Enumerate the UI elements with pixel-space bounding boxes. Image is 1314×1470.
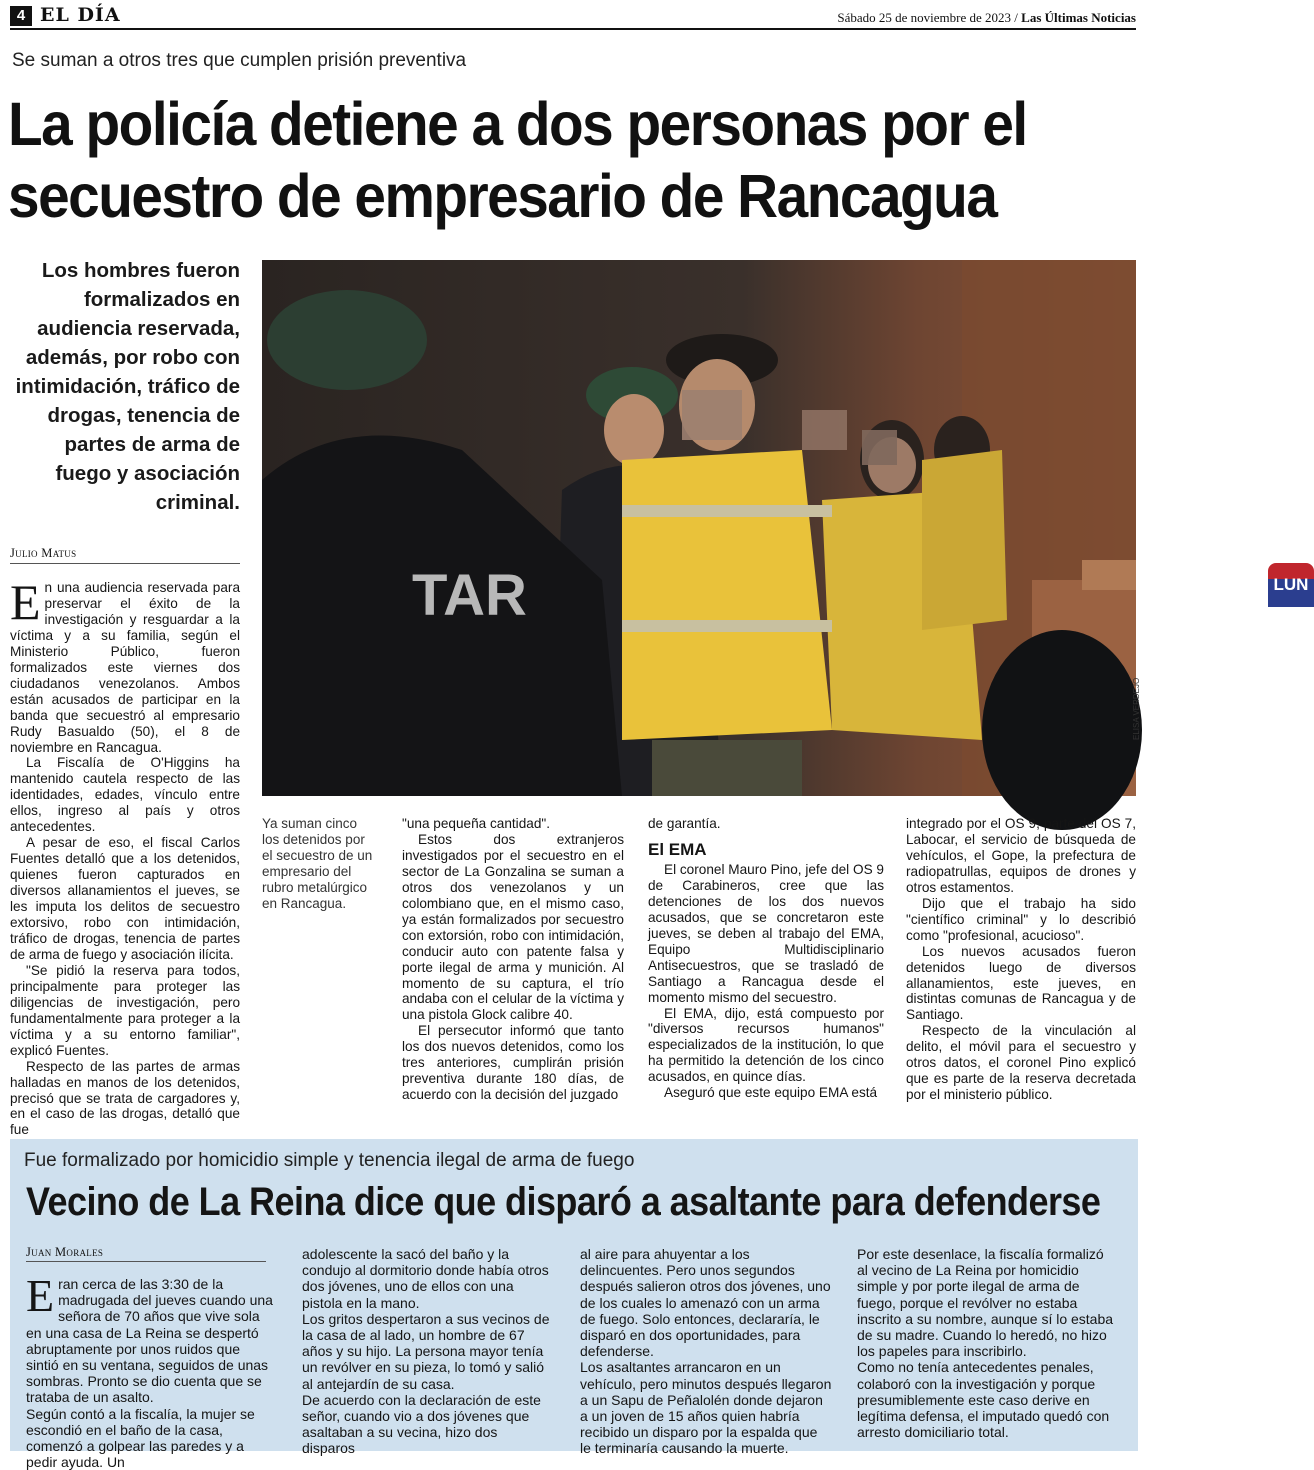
page-number: 4 — [10, 6, 32, 26]
dateline-separator: / — [1014, 10, 1018, 25]
paragraph: El persecutor informó que tanto los dos nuevos detenidos, como los tres anteriores, cumplirán prisión preventiva durante 180 días, de acuerdo con la decisión del juzgado — [402, 1023, 624, 1103]
dateline — [837, 10, 1136, 26]
story1-column-1 — [10, 574, 240, 1138]
lun-logo: LUN — [1268, 563, 1314, 607]
story2-column-4 — [857, 1246, 1117, 1440]
story2-column-3 — [580, 1246, 832, 1457]
photo-illustration — [262, 260, 1136, 796]
section-name: EL DÍA — [40, 4, 121, 26]
paragraph: Estos dos extranjeros investigados por el secuestro en el sector de La Gonzalina se suman a otros dos venezolanos y un colombiano que, en el mismo caso, ya están formalizados por secuestro con extorsión, robo con intimidación, conducir auto con patente falsa y porte ilegal de arma y munición. Al momento de su captura, el trío andaba con el celular de la víctima y una pistola Glock calibre 40. — [402, 831, 624, 1023]
paragraph: Respecto de la vinculación al delito, el móvil para el secuestro y otros datos, el coronel Pino explicó que es parte de la reserva decretada por el ministerio público. — [906, 1023, 1136, 1103]
story1-byline: Julio Matus — [10, 546, 240, 564]
paragraph: Dijo que el trabajo ha sido "científico criminal" y lo describió como "profesional, acucioso". — [906, 895, 1136, 943]
paragraph: El EMA, dijo, está compuesto por "diversos recursos humanos" especializados de la institución, lo que ha permitido la detención de los cinco acusados, en quince días. — [648, 1005, 884, 1085]
paragraph: integrado por el OS 9, parte del OS 7, Labocar, el servicio de búsqueda de vehículos, el Gope, la prefectura de radiopatrullas, equipos de drones y otros estamentos. — [906, 816, 1136, 895]
subhead: El EMA — [648, 839, 707, 859]
paragraph: Por este desenlace, la fiscalía formalizó al vecino de La Reina por homicidio simple y por porte ilegal de arma de fuego, porque el revólver no estaba inscrito a su nombre, aunque sí lo estaba de su madre. Cuando lo heredó, no hizo los papeles para inscribirlo. — [857, 1246, 1114, 1360]
paragraph: Como no tenía antecedentes penales, colaboró con la investigación y porque presumiblemente este caso derive en legítima defensa, el imputado quedó con arresto domiciliario total. — [857, 1359, 1110, 1441]
paragraph: A pesar de eso, el fiscal Carlos Fuentes detalló que a los detenidos, quienes fueron capturados en diversos allanamientos el jueves, se les imputa los delitos de secuestro extorsivo, robo con intimidación, tráfico de drogas, tenencia de partes de arma de fuego y asociación ilícita. — [10, 835, 240, 962]
paragraph: al aire para ahuyentar a los delincuentes. Pero unos segundos después salieron otros dos jóvenes, uno de los cuales lo amenazó con un arma de fuego. Solo entonces, declararía, le disparó en dos oportunidades, para defenderse. — [580, 1246, 831, 1360]
issue-date: Sábado 25 de noviembre de 2023 — [837, 10, 1012, 25]
headline-line-2: secuestro de empresario de Rancagua — [8, 162, 997, 230]
paragraph: "una pequeña cantidad". — [402, 816, 550, 831]
paragraph: Aseguró que este equipo EMA está — [664, 1085, 878, 1101]
story2-column-2 — [302, 1246, 554, 1457]
story2-headline: Vecino de La Reina dice que disparó a asaltante para defenderse — [26, 1180, 1101, 1224]
story2-kicker: Fue formalizado por homicidio simple y tenencia ilegal de arma de fuego — [24, 1150, 635, 1171]
headline-line-1: La policía detiene a dos personas por el — [8, 90, 1027, 158]
paragraph: Respecto de las partes de armas halladas en manos de los detenidos, precisó que se trata de cargadores y, en el caso de las drogas, detalló que fue — [10, 1058, 240, 1138]
story1-deck: Los hombres fueron formalizados en audiencia reservada, además, por robo con intimidación, tráfico de drogas, tenencia de partes de arma de fuego y asociación criminal. — [15, 259, 240, 514]
photo-caption: Ya suman cinco los detenidos por el secuestro de un empresario del rubro metalúrgico en Rancagua. — [262, 816, 373, 911]
paragraph: Los nuevos acusados fueron detenidos luego de diversos allanamientos, este jueves, en distintas comunas de Rancagua y de Santiago. — [906, 943, 1136, 1023]
story2-column-1 — [26, 1270, 276, 1470]
story1-column-3 — [648, 816, 884, 1101]
paragraph: Según contó a la fiscalía, la mujer se escondió en el baño de la casa, comenzó a golpear las paredes y a pedir ayuda. Un — [26, 1405, 255, 1470]
drop-cap: E — [10, 574, 41, 630]
paragraph: adolescente la sacó del baño y la condujo al dormitorio donde había otros dos jóvenes, uno de ellos con una pistola en la mano. — [302, 1246, 549, 1311]
paragraph: Los gritos despertaron a sus vecinos de la casa de al lado, un hombre de 67 años y su hijo. La persona mayor tenía un revólver en su pieza, lo tomó y salió al antejardín de su casa. — [302, 1310, 550, 1392]
paragraph: "Se pidió la reserva para todos, principalmente para proteger las diligencias de investigación, pero fundamentalmente para proteger a la víctima y a su entorno familiar", explicó Fuentes. — [10, 962, 240, 1058]
newspaper-name: Las Últimas Noticias — [1021, 10, 1136, 25]
paragraph: Los asaltantes arrancaron en un vehículo, pero minutos después llegaron a un Sapu de Peñalolén donde dejaron a un joven de 15 años quien habría recibido un disparo por la espalda que le terminaría causando la muerte. — [580, 1359, 832, 1457]
photo-credit: ELISA VERDEJO — [1132, 677, 1141, 740]
masthead — [10, 4, 1136, 30]
paragraph: de garantía. — [648, 816, 721, 831]
paragraph: De acuerdo con la declaración de este señor, cuando vio a dos jóvenes que asaltaban a su vecina, hizo dos disparos — [302, 1391, 541, 1457]
vest-label: TAR — [412, 563, 527, 628]
story2-byline: Juan Morales — [26, 1245, 266, 1262]
paragraph: El coronel Mauro Pino, jefe del OS 9 de Carabineros, cree que las detenciones de los dos nuevos acusados, que se concretaron este jueves, se deben al trabajo del EMA, Equipo Multidisciplinario Antisecuestros, que se trasladó de Santiago a Rancagua desde el momento mismo del secuestro. — [648, 861, 884, 1005]
lead-paragraph: Eran cerca de las 3:30 de la madrugada del jueves cuando una señora de 70 años que vive sola en una casa de La Reina se despertó abruptamente por unos ruidos que sintió en su ventana, seguidos de unas sombras. Pronto se dio cuenta que se trataba de un asalto. — [26, 1270, 273, 1406]
lead-paragraph: En una audiencia reservada para preservar el éxito de la investigación y resguardar a la víctima y a su familia, según el Ministerio Público, fueron formalizados este viernes dos ciudadanos venezolanos. Ambos están acusados de participar en la banda que secuestró al empresario Rudy Basualdo (50), el 8 de noviembre en Rancagua. — [10, 574, 240, 755]
drop-cap: E — [26, 1270, 55, 1321]
story1-kicker: Se suman a otros tres que cumplen prisión preventiva — [12, 50, 467, 71]
paragraph: La Fiscalía de O'Higgins ha mantenido cautela respecto de las identidades, edades, vínculo entre ellos, ingreso al país y otros antecedentes. — [10, 755, 240, 835]
story1-column-4 — [906, 816, 1136, 1103]
story1-column-2 — [402, 816, 624, 1103]
story1-headline — [8, 88, 1059, 232]
